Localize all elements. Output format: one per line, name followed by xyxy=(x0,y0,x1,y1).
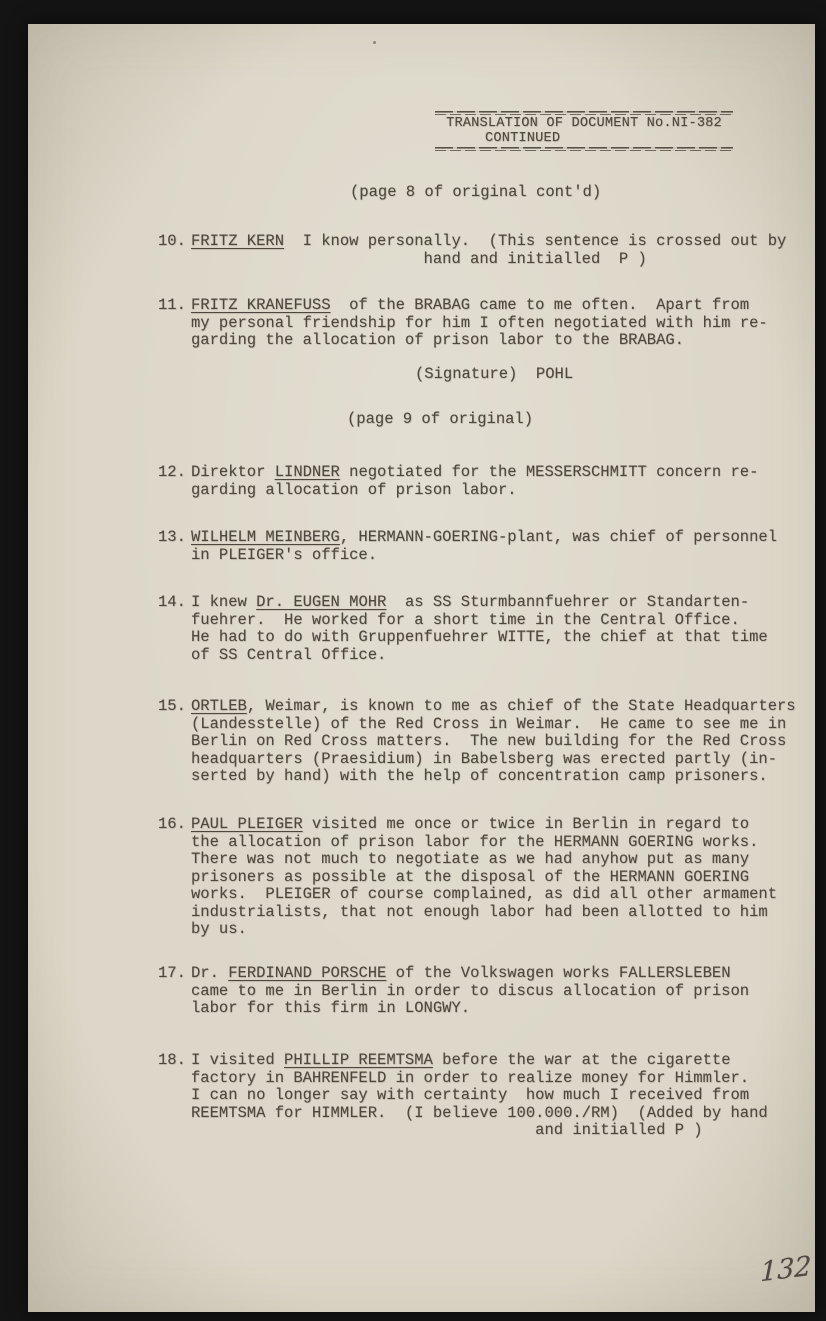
item-text: Dr. FERDINAND PORSCHE of the Volkswagen works FALLERSLEBEN came to me in Berlin in order to discus allocation of prison labor for this firm in LONGWY. xyxy=(191,964,750,1017)
header-rule-bottom xyxy=(435,147,733,152)
item-text: PAUL PLEIGER visited me once or twice in Berlin in regard to the allocation of prison labor for the HERMANN GOERING works. There was not much to negotiate as we had anyhow put as many prisoners as possible at the disposal of the HERMANN GOERING works. PLEIGER of course complained, as did all other armament industrialists, that not enough labor had been allotted to him by us. xyxy=(191,815,777,938)
item-text: FRITZ KRANEFUSS of the BRABAG came to me often. Apart from my personal friendship for him I often negotiated with him re- garding the allocation of prison labor to the BRABAG. xyxy=(191,296,768,349)
paper-speck xyxy=(373,41,376,44)
item-text: Direktor LINDNER negotiated for the MESSERSCHMITT concern re- garding allocation of prison labor. xyxy=(191,463,759,499)
item-text: I visited PHILLIP REEMTSMA before the war at the cigarette factory in BAHRENFELD in order to realize money for Himmler. I can no longer say with certainty how much I received from REEMTSMA for HIMMLER. (I believe 100.000./RM) (Added by hand and initialled P ) xyxy=(191,1051,768,1139)
item-text: I knew Dr. EUGEN MOHR as SS Sturmbannfuehrer or Standarten- fuehrer. He worked for a short time in the Central Office. He had to do with Gruppenfuehrer WITTE, the chief at that time of SS Central Office. xyxy=(191,593,768,664)
item-text: FRITZ KERN I know personally. (This sentence is crossed out by hand and initialled P ) xyxy=(191,232,787,268)
document-subtitle: CONTINUED xyxy=(485,131,561,146)
document-header xyxy=(435,110,733,156)
signature-note: (Signature) POHL xyxy=(415,365,574,383)
item-number: 11. xyxy=(158,296,186,314)
page-note-page9: (page 9 of original) xyxy=(347,410,534,428)
item-number: 15. xyxy=(158,697,186,715)
item-number: 14. xyxy=(158,593,186,611)
document-title: TRANSLATION OF DOCUMENT No.NI-382 xyxy=(446,116,722,131)
item-text: ORTLEB, Weimar, is known to me as chief of the State Headquarters (Landesstelle) of the Red Cross in Weimar. He came to see me in Berlin on Red Cross matters. The new building for the Red Cross headquarters (Praesidium) in Babelsberg was erected partly (in- serted by hand) with the help of concentration camp prisoners. xyxy=(191,697,796,785)
item-number: 16. xyxy=(158,815,186,833)
handwritten-page-number: 132 xyxy=(759,1250,812,1289)
item-number: 13. xyxy=(158,528,186,546)
item-text: WILHELM MEINBERG, HERMANN-GOERING-plant, was chief of personnel in PLEIGER's office. xyxy=(191,528,777,564)
item-number: 17. xyxy=(158,964,186,982)
page-note-page8: (page 8 of original cont'd) xyxy=(350,183,602,201)
item-number: 10. xyxy=(158,232,186,250)
item-number: 12. xyxy=(158,463,186,481)
item-number: 18. xyxy=(158,1051,186,1069)
